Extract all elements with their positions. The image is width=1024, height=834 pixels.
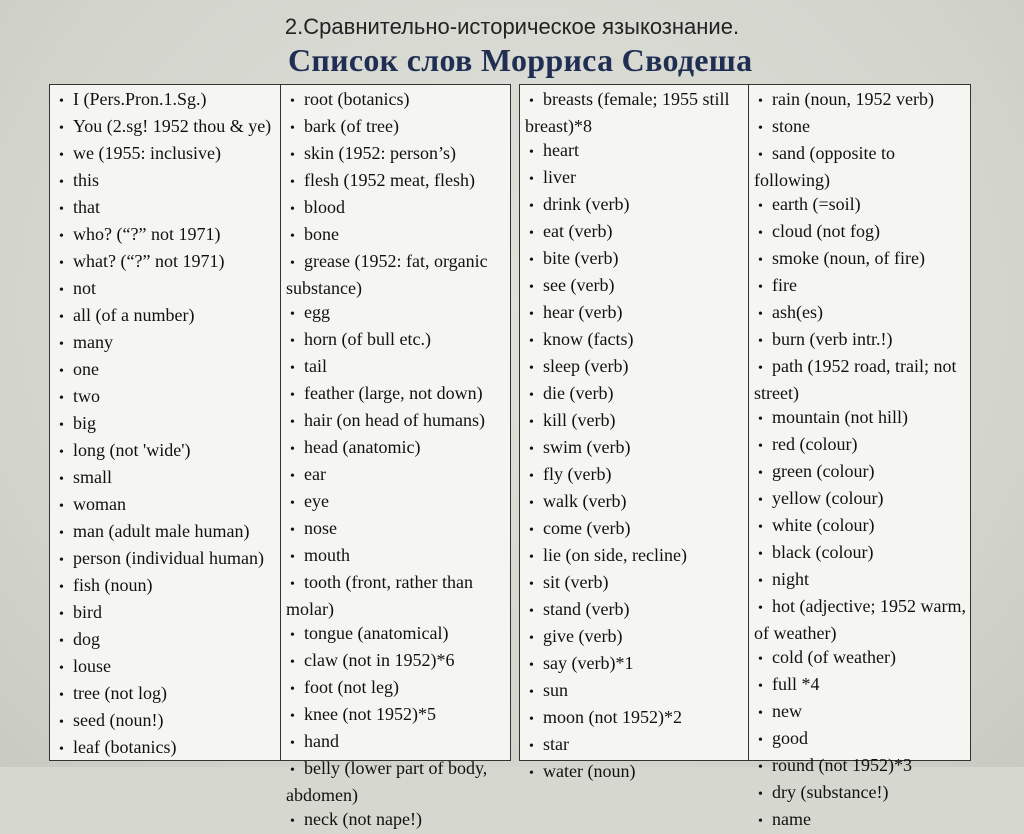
word-list-item: • cold (of weather): [754, 645, 966, 672]
word-list-item: • root (botanics): [286, 87, 506, 114]
word-list-item: • round (not 1952)*3: [754, 753, 966, 780]
word-list-item: • skin (1952: person’s): [286, 141, 506, 168]
word-list-item: • tail: [286, 354, 506, 381]
word-list-item: • eat (verb): [525, 219, 744, 246]
word-list-item: • die (verb): [525, 381, 744, 408]
word-list-item: • liver: [525, 165, 744, 192]
word-list-item: • walk (verb): [525, 489, 744, 516]
word-list-item: • lie (on side, recline): [525, 543, 744, 570]
word-list-item: • neck (not nape!): [286, 807, 506, 834]
word-list-item: • dry (substance!): [754, 780, 966, 807]
word-list-item: • belly (lower part of body, abdomen): [286, 756, 506, 807]
word-list-item: • rain (noun, 1952 verb): [754, 87, 966, 114]
word-list-item: • feather (large, not down): [286, 381, 506, 408]
word-list-item: • woman: [55, 492, 276, 519]
word-list-item: • ash(es): [754, 300, 966, 327]
word-list-item: • long (not 'wide'): [55, 438, 276, 465]
word-list-item: • mountain (not hill): [754, 405, 966, 432]
word-list-item: • louse: [55, 654, 276, 681]
word-list-item: • heart: [525, 138, 744, 165]
word-list-item: • stand (verb): [525, 597, 744, 624]
word-column-1: [50, 85, 280, 760]
word-list-item: • hair (on head of humans): [286, 408, 506, 435]
word-list-item: • we (1955: inclusive): [55, 141, 276, 168]
word-list-item: • white (colour): [754, 513, 966, 540]
word-list-item: • that: [55, 195, 276, 222]
word-list-item: • small: [55, 465, 276, 492]
word-list-item: • star: [525, 732, 744, 759]
word-list-item: • all (of a number): [55, 303, 276, 330]
word-list-item: • person (individual human): [55, 546, 276, 573]
word-list-item: • good: [754, 726, 966, 753]
word-list-item: • tooth (front, rather than molar): [286, 570, 506, 621]
word-list-item: • say (verb)*1: [525, 651, 744, 678]
word-list-item: • big: [55, 411, 276, 438]
word-list-item: • night: [754, 567, 966, 594]
word-list-item: • this: [55, 168, 276, 195]
word-list-item: • new: [754, 699, 966, 726]
word-list-item: • path (1952 road, trail; not street): [754, 354, 966, 405]
word-list-item: • bite (verb): [525, 246, 744, 273]
word-list-item: • cloud (not fog): [754, 219, 966, 246]
word-list-item: • stone: [754, 114, 966, 141]
word-table-left: [49, 84, 511, 829]
word-list-item: • bird: [55, 600, 276, 627]
word-list-item: • eye: [286, 489, 506, 516]
word-list-item: • fire: [754, 273, 966, 300]
word-list-item: • mouth: [286, 543, 506, 570]
word-list-item: • ear: [286, 462, 506, 489]
slide-subtitle: 2.Сравнительно-историческое языкознание.: [284, 14, 740, 39]
word-list-item: • You (2.sg! 1952 thou & ye): [55, 114, 276, 141]
word-list-item: • yellow (colour): [754, 486, 966, 513]
word-list-item: • see (verb): [525, 273, 744, 300]
word-list-item: • come (verb): [525, 516, 744, 543]
word-list-item: • sit (verb): [525, 570, 744, 597]
word-list-item: • claw (not in 1952)*6: [286, 648, 506, 675]
word-list-item: • two: [55, 384, 276, 411]
word-list-item: • give (verb): [525, 624, 744, 651]
word-list-item: • name: [754, 807, 966, 834]
word-list-item: • moon (not 1952)*2: [525, 705, 744, 732]
slide-title: Список слов Морриса Сводеша: [288, 42, 753, 78]
word-list-item: • tree (not log): [55, 681, 276, 708]
word-list-item: • egg: [286, 300, 506, 327]
word-list-item: • many: [55, 330, 276, 357]
word-list-item: • dog: [55, 627, 276, 654]
word-list-item: • earth (=soil): [754, 192, 966, 219]
word-list-item: • green (colour): [754, 459, 966, 486]
word-list-item: • bone: [286, 222, 506, 249]
word-list-item: • leaf (botanics): [55, 735, 276, 762]
word-list-item: • fly (verb): [525, 462, 744, 489]
word-list-item: • fish (noun): [55, 573, 276, 600]
word-list-item: • drink (verb): [525, 192, 744, 219]
word-list-item: • what? (“?” not 1971): [55, 249, 276, 276]
word-list-item: • grease (1952: fat, organic substance): [286, 249, 506, 300]
word-list-item: • kill (verb): [525, 408, 744, 435]
word-list-item: • red (colour): [754, 432, 966, 459]
word-list-item: • flesh (1952 meat, flesh): [286, 168, 506, 195]
word-column-3: [520, 85, 748, 781]
word-list-item: • sleep (verb): [525, 354, 744, 381]
word-table-right: [519, 84, 971, 829]
word-list-item: • head (anatomic): [286, 435, 506, 462]
word-list-4: [754, 87, 966, 834]
word-list-item: • full *4: [754, 672, 966, 699]
word-list-item: • know (facts): [525, 327, 744, 354]
word-list-item: • black (colour): [754, 540, 966, 567]
word-list-3: [525, 87, 744, 786]
word-column-2: [280, 85, 510, 829]
word-list-item: • hand: [286, 729, 506, 756]
word-list-item: • I (Pers.Pron.1.Sg.): [55, 87, 276, 114]
word-list-item: • breasts (female; 1955 still breast)*8: [525, 87, 744, 138]
word-list-item: • hot (adjective; 1952 warm, of weather): [754, 594, 966, 645]
word-list-item: • tongue (anatomical): [286, 621, 506, 648]
word-list-item: • sun: [525, 678, 744, 705]
word-list-item: • burn (verb intr.!): [754, 327, 966, 354]
word-list-item: • bark (of tree): [286, 114, 506, 141]
word-list-item: • water (noun): [525, 759, 744, 786]
word-list-item: • foot (not leg): [286, 675, 506, 702]
word-list-item: • smoke (noun, of fire): [754, 246, 966, 273]
word-list-item: • nose: [286, 516, 506, 543]
word-list-item: • seed (noun!): [55, 708, 276, 735]
word-list-item: • sand (opposite to following): [754, 141, 966, 192]
word-list-item: • blood: [286, 195, 506, 222]
word-list-item: • horn (of bull etc.): [286, 327, 506, 354]
word-list-item: • one: [55, 357, 276, 384]
word-list-item: • knee (not 1952)*5: [286, 702, 506, 729]
word-list-item: • not: [55, 276, 276, 303]
word-list-item: • who? (“?” not 1971): [55, 222, 276, 249]
word-list-1: [55, 87, 276, 762]
word-list-item: • hear (verb): [525, 300, 744, 327]
word-column-4: [748, 85, 970, 829]
word-list-item: • man (adult male human): [55, 519, 276, 546]
word-list-item: • swim (verb): [525, 435, 744, 462]
word-list-2: [286, 87, 506, 834]
